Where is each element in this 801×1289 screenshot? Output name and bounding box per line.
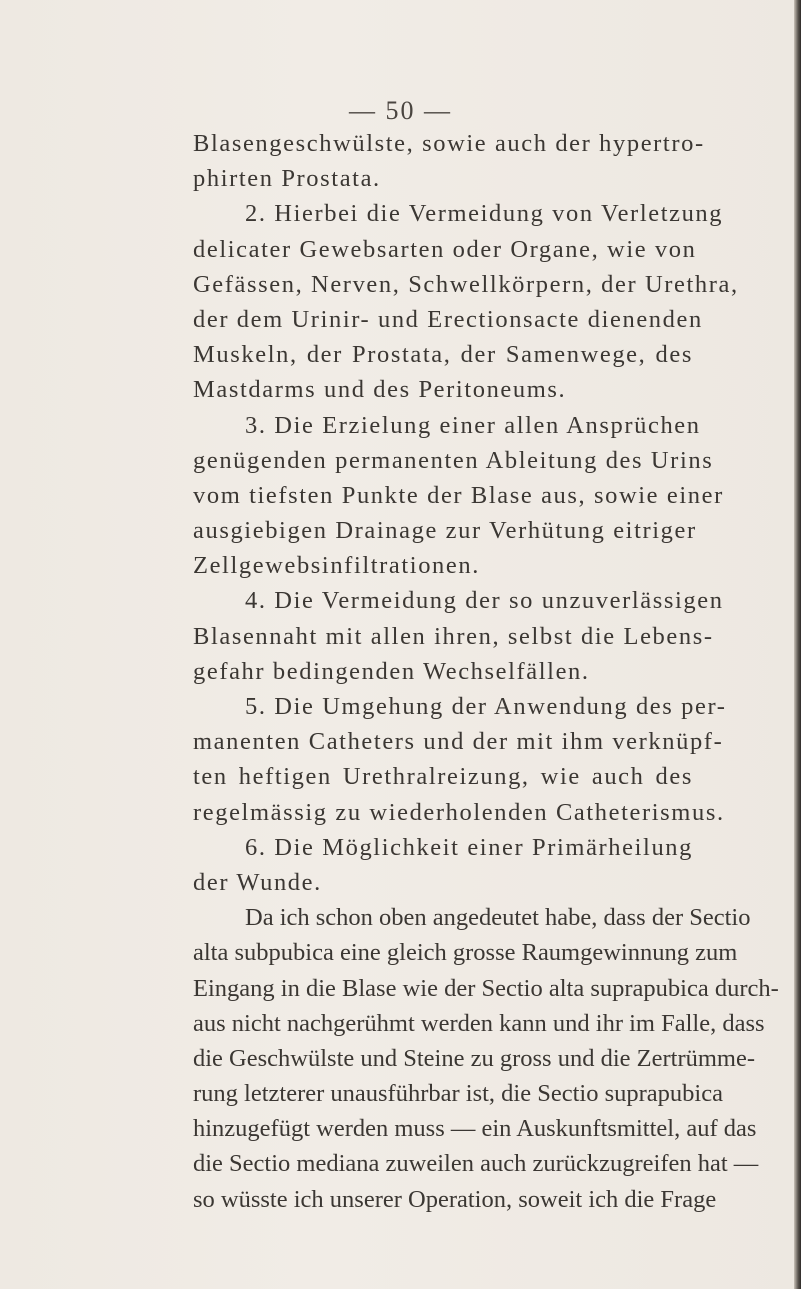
- text-line: der Wunde.: [193, 868, 322, 896]
- text-line: vom tiefsten Punkte der Blase aus, sowie einer: [193, 481, 724, 509]
- text-line: Eingang in die Blase wie der Sectio alta suprapubica durch-: [193, 974, 779, 1002]
- text-line: 4. Die Vermeidung der so unzuverlässigen: [245, 587, 724, 615]
- text-line: phirten Prostata.: [193, 165, 381, 193]
- text-line: delicater Gewebsarten oder Organe, wie von: [193, 235, 697, 263]
- text-line: alta subpubica eine gleich grosse Raumgewinnung zum: [193, 939, 738, 967]
- text-line: Zellgewebsinfiltrationen.: [193, 552, 480, 580]
- text-line: Blasengeschwülste, sowie auch der hypertro-: [193, 130, 705, 157]
- text-line: 5. Die Umgehung der Anwendung des per-: [245, 693, 727, 720]
- text-line: aus nicht nachgerühmt werden kann und ihr im Falle, dass: [193, 1009, 765, 1037]
- text-line: hinzugefügt werden muss — ein Auskunftsmittel, auf das: [193, 1115, 757, 1143]
- text-line: regelmässig zu wiederholenden Catheterismus.: [193, 798, 725, 826]
- text-line: die Sectio mediana zuweilen auch zurückzugreifen hat —: [193, 1150, 759, 1178]
- text-line: so wüsste ich unserer Operation, soweit ich die Frage: [193, 1185, 717, 1213]
- text-line: rung letzterer unausführbar ist, die Sectio suprapubica: [193, 1080, 723, 1108]
- text-line: 6. Die Möglichkeit einer Primärheilung: [245, 833, 693, 861]
- text-line: 3. Die Erzielung einer allen Ansprüchen: [245, 411, 701, 439]
- text-line: Mastdarms und des Peritoneums.: [193, 376, 567, 404]
- text-line: ten heftigen Urethralreizung, wie auch des: [193, 763, 693, 791]
- body-text: [193, 126, 779, 1217]
- text-line: 2. Hierbei die Vermeidung von Verletzung: [245, 200, 724, 228]
- text-line: Blasennaht mit allen ihren, selbst die Lebens-: [193, 622, 714, 650]
- text-line: ausgiebigen Drainage zur Verhütung eitriger: [193, 517, 697, 545]
- text-line: genügenden permanenten Ableitung des Urins: [193, 446, 714, 474]
- text-line: Muskeln, der Prostata, der Samenwege, des: [193, 341, 693, 369]
- text-line: Gefässen, Nerven, Schwellkörpern, der Urethra,: [193, 270, 739, 298]
- page-edge-shadow: [794, 0, 801, 1289]
- text-line: Da ich schon oben angedeutet habe, dass der Sectio: [245, 904, 751, 932]
- text-line: die Geschwülste und Steine zu gross und die Zertrümme-: [193, 1044, 756, 1072]
- text-line: manenten Catheters und der mit ihm verknüpf-: [193, 728, 724, 756]
- text-line: gefahr bedingenden Wechselfällen.: [193, 657, 590, 685]
- text-line: der dem Urinir- und Erectionsacte dienenden: [193, 305, 703, 333]
- page-number: — 50 —: [349, 96, 452, 125]
